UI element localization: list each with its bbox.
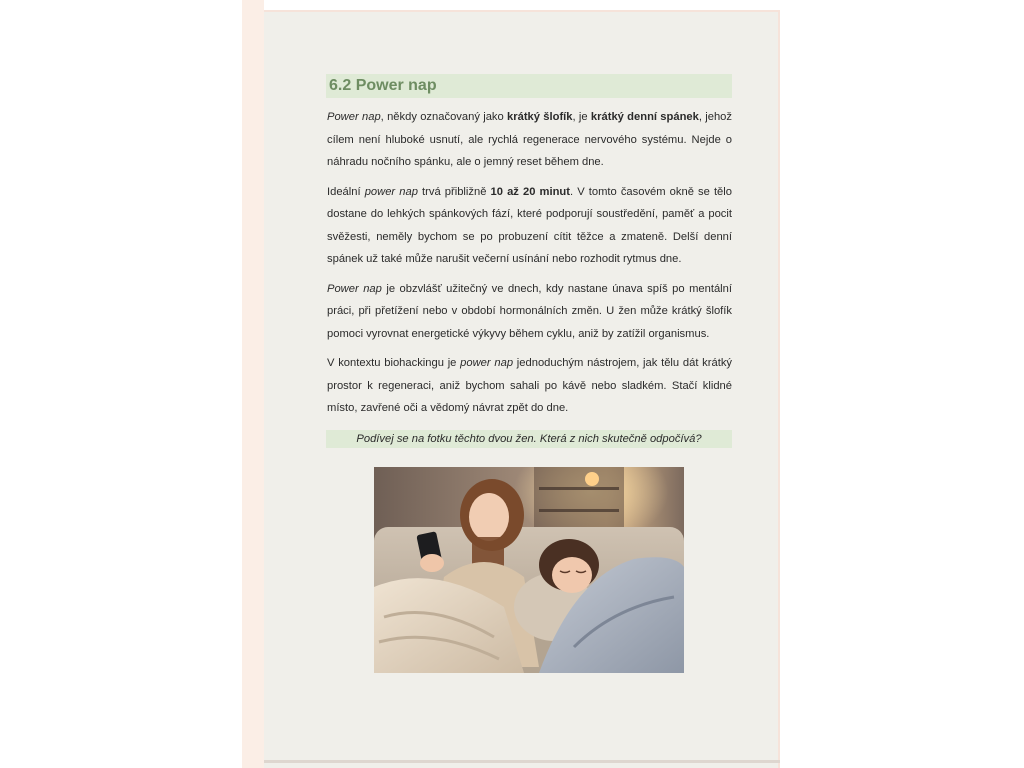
text-span: . V tomto časovém okně se tělo dostane do lehkých spánkových fází, které podporují soustředění, paměť a pocit svěžesti, neměly bychom se po probuzení cítit těžce a zmateně. Delší denní spánek už také může narušit večerní usínání nebo rozhodit rytmus dne.: [327, 185, 732, 265]
page-left-margin: [242, 0, 264, 768]
page-content: [326, 74, 732, 448]
photo-two-women-on-sofa: [374, 467, 684, 673]
bold-term: krátký šlofík: [507, 111, 573, 123]
text-span: V kontextu biohackingu je: [327, 357, 461, 369]
callout-question: Podívej se na fotku těchto dvou žen. Která z nich skutečně odpočívá?: [326, 430, 732, 448]
term-power-nap: Power nap: [327, 282, 382, 295]
term-power-nap: power nap: [364, 185, 418, 198]
text-span: jednoduchým nástrojem, jak tělu dát krátký prostor k regeneraci, aniž bychom sahali po kávě nebo sladkém. Stačí klidné místo, zavřené oči a vědomý návrat zpět do dne.: [327, 357, 733, 414]
text-span: je obzvlášť užitečný ve dnech, kdy nastane únava spíš po mentální práci, při přetížení nebo v období hormonálních změn. U žen může krátký šlofík pomoci vyrovnat energetické výkyvy během cyklu, aniž by zatížil organismus.: [327, 282, 732, 340]
photo-illustration-icon: [374, 467, 684, 673]
text-span: Ideální: [327, 185, 365, 198]
paragraph-2: [326, 181, 732, 271]
bold-duration: 10 až 20 minut: [490, 185, 570, 198]
paragraph-3: [326, 278, 732, 346]
paragraph-1: [326, 106, 732, 174]
text-span: , jehož cílem není hluboké usnutí, ale rychlá regenerace nervového systému. Nejde o náhradu nočního spánku, ale o jemný reset během dne.: [327, 111, 733, 168]
section-heading: 6.2 Power nap: [326, 74, 732, 98]
text-span: , někdy označovaný jako: [380, 111, 508, 123]
term-power-nap: Power nap: [327, 111, 381, 123]
paragraph-4: [326, 352, 732, 420]
term-power-nap: power nap: [460, 357, 514, 369]
text-span: trvá přibližně: [417, 185, 491, 198]
page-bottom-edge: [264, 760, 780, 763]
document-page: [264, 10, 780, 768]
bold-term: krátký denní spánek: [590, 111, 699, 123]
text-span: , je: [572, 111, 591, 123]
